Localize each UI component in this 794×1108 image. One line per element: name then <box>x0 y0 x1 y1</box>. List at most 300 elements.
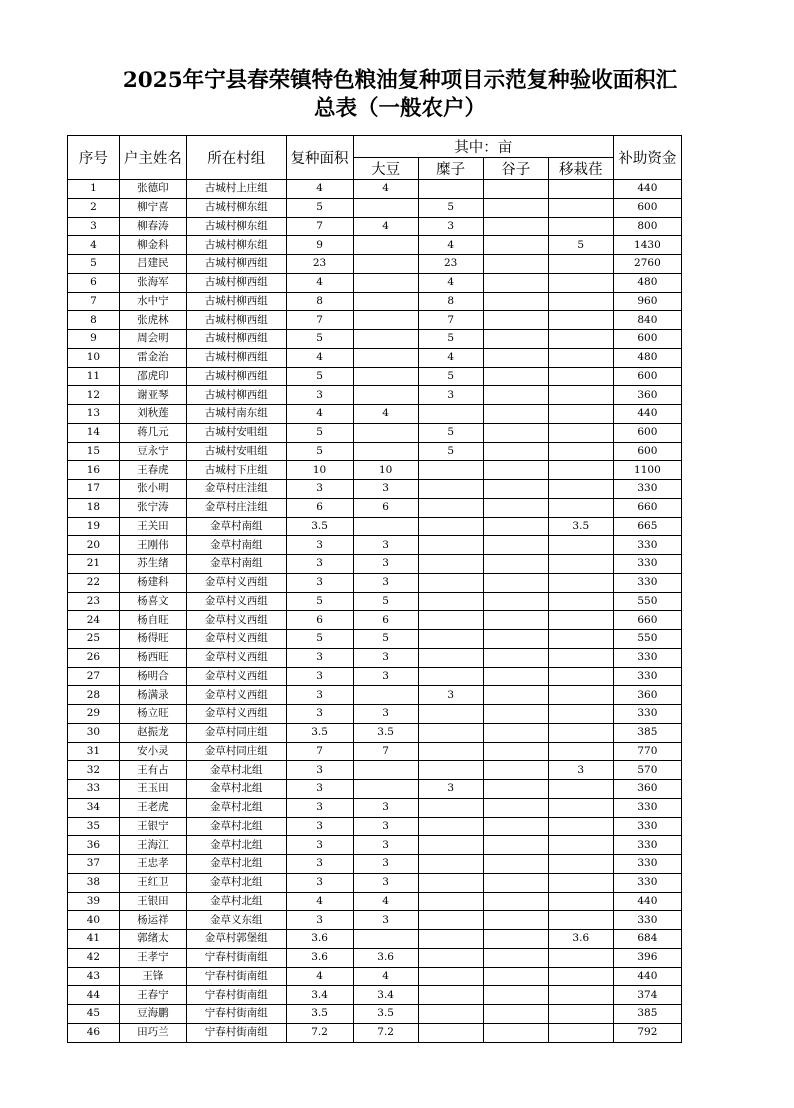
cell-transplant <box>548 311 613 330</box>
cell-area: 4 <box>286 892 353 911</box>
cell-subsidy: 396 <box>613 948 681 967</box>
cell-name: 张德印 <box>119 180 186 199</box>
table-row <box>68 292 682 311</box>
cell-area: 3 <box>286 705 353 724</box>
cell-village: 金草村同庄组 <box>186 723 286 742</box>
cell-soybean: 6 <box>353 498 418 517</box>
table-row <box>68 967 682 986</box>
cell-name: 张小明 <box>119 480 186 499</box>
cell-name: 水中宁 <box>119 292 186 311</box>
cell-millet <box>418 798 483 817</box>
cell-millet <box>418 911 483 930</box>
cell-seq: 30 <box>68 723 120 742</box>
cell-transplant <box>548 573 613 592</box>
cell-millet <box>418 1023 483 1042</box>
cell-seq: 11 <box>68 367 120 386</box>
cell-area: 5 <box>286 442 353 461</box>
cell-transplant: 5 <box>548 236 613 255</box>
table-row <box>68 498 682 517</box>
cell-village: 古城村安咀组 <box>186 423 286 442</box>
table-row <box>68 798 682 817</box>
cell-foxtail <box>483 742 548 761</box>
cell-soybean: 3 <box>353 536 418 555</box>
cell-subsidy: 330 <box>613 855 681 874</box>
cell-transplant <box>548 592 613 611</box>
cell-name: 邵虎印 <box>119 367 186 386</box>
cell-seq: 34 <box>68 798 120 817</box>
table-row <box>68 648 682 667</box>
cell-transplant <box>548 873 613 892</box>
cell-village: 金草村郭堡组 <box>186 930 286 949</box>
cell-village: 宁春村街南组 <box>186 967 286 986</box>
cell-subsidy: 330 <box>613 555 681 574</box>
cell-transplant <box>548 442 613 461</box>
table-row <box>68 536 682 555</box>
cell-millet: 3 <box>418 386 483 405</box>
cell-area: 4 <box>286 405 353 424</box>
table-row <box>68 630 682 649</box>
cell-name: 蒋几元 <box>119 423 186 442</box>
cell-soybean: 3 <box>353 667 418 686</box>
cell-area: 3.5 <box>286 517 353 536</box>
cell-name: 杨满录 <box>119 686 186 705</box>
cell-subsidy: 684 <box>613 930 681 949</box>
cell-transplant <box>548 273 613 292</box>
cell-millet: 3 <box>418 686 483 705</box>
header-area: 复种面积 <box>286 136 353 180</box>
cell-subsidy: 330 <box>613 836 681 855</box>
cell-subsidy: 440 <box>613 405 681 424</box>
cell-foxtail <box>483 273 548 292</box>
cell-area: 3 <box>286 648 353 667</box>
cell-area: 3 <box>286 855 353 874</box>
cell-name: 杨西旺 <box>119 648 186 667</box>
cell-name: 王海江 <box>119 836 186 855</box>
cell-millet <box>418 461 483 480</box>
cell-soybean: 3 <box>353 573 418 592</box>
cell-area: 3 <box>286 667 353 686</box>
cell-millet <box>418 180 483 199</box>
cell-millet: 7 <box>418 311 483 330</box>
cell-seq: 8 <box>68 311 120 330</box>
cell-name: 王玉田 <box>119 780 186 799</box>
cell-millet <box>418 855 483 874</box>
cell-millet: 5 <box>418 442 483 461</box>
cell-foxtail <box>483 761 548 780</box>
cell-millet <box>418 892 483 911</box>
cell-area: 3 <box>286 798 353 817</box>
cell-subsidy: 1100 <box>613 461 681 480</box>
cell-foxtail <box>483 611 548 630</box>
cell-subsidy: 480 <box>613 348 681 367</box>
cell-soybean: 3 <box>353 817 418 836</box>
cell-area: 5 <box>286 423 353 442</box>
cell-subsidy: 570 <box>613 761 681 780</box>
header-soybean: 大豆 <box>353 158 418 180</box>
cell-area: 5 <box>286 330 353 349</box>
cell-seq: 3 <box>68 217 120 236</box>
cell-soybean <box>353 273 418 292</box>
cell-foxtail <box>483 517 548 536</box>
cell-name: 王刚伟 <box>119 536 186 555</box>
cell-transplant <box>548 255 613 274</box>
cell-seq: 2 <box>68 198 120 217</box>
cell-transplant <box>548 198 613 217</box>
cell-soybean: 7.2 <box>353 1023 418 1042</box>
cell-area: 4 <box>286 967 353 986</box>
cell-village: 金草村南组 <box>186 517 286 536</box>
cell-soybean: 3 <box>353 555 418 574</box>
cell-seq: 38 <box>68 873 120 892</box>
table-row <box>68 236 682 255</box>
table-row <box>68 592 682 611</box>
cell-foxtail <box>483 855 548 874</box>
table-row <box>68 442 682 461</box>
cell-seq: 45 <box>68 1005 120 1024</box>
cell-village: 金草村义西组 <box>186 667 286 686</box>
cell-seq: 23 <box>68 592 120 611</box>
cell-area: 4 <box>286 273 353 292</box>
cell-soybean: 5 <box>353 592 418 611</box>
cell-foxtail <box>483 311 548 330</box>
cell-transplant <box>548 967 613 986</box>
cell-name: 王红卫 <box>119 873 186 892</box>
cell-soybean: 3.5 <box>353 1005 418 1024</box>
cell-soybean <box>353 311 418 330</box>
cell-subsidy: 330 <box>613 705 681 724</box>
cell-name: 赵振龙 <box>119 723 186 742</box>
cell-village: 古城村柳西组 <box>186 348 286 367</box>
cell-subsidy: 360 <box>613 780 681 799</box>
cell-name: 王银宁 <box>119 817 186 836</box>
cell-seq: 40 <box>68 911 120 930</box>
cell-name: 王关田 <box>119 517 186 536</box>
cell-soybean <box>353 780 418 799</box>
cell-soybean: 3.5 <box>353 723 418 742</box>
cell-transplant <box>548 405 613 424</box>
cell-village: 金草村北组 <box>186 855 286 874</box>
cell-subsidy: 330 <box>613 817 681 836</box>
cell-millet <box>418 1005 483 1024</box>
cell-soybean: 4 <box>353 180 418 199</box>
header-foxtail: 谷子 <box>483 158 548 180</box>
cell-subsidy: 960 <box>613 292 681 311</box>
table-row <box>68 892 682 911</box>
cell-seq: 28 <box>68 686 120 705</box>
cell-soybean: 3 <box>353 911 418 930</box>
header-millet: 糜子 <box>418 158 483 180</box>
cell-soybean: 3 <box>353 648 418 667</box>
cell-millet <box>418 630 483 649</box>
cell-subsidy: 550 <box>613 592 681 611</box>
table-row <box>68 817 682 836</box>
cell-subsidy: 665 <box>613 517 681 536</box>
cell-foxtail <box>483 817 548 836</box>
cell-area: 6 <box>286 498 353 517</box>
cell-area: 5 <box>286 592 353 611</box>
table-row <box>68 836 682 855</box>
cell-name: 张海军 <box>119 273 186 292</box>
table-row <box>68 911 682 930</box>
cell-village: 金草村北组 <box>186 836 286 855</box>
cell-soybean: 3.4 <box>353 986 418 1005</box>
cell-soybean <box>353 255 418 274</box>
table-row <box>68 198 682 217</box>
cell-soybean <box>353 330 418 349</box>
table-row <box>68 461 682 480</box>
cell-millet <box>418 517 483 536</box>
cell-village: 金草村义西组 <box>186 686 286 705</box>
cell-area: 3 <box>286 480 353 499</box>
cell-soybean: 3 <box>353 836 418 855</box>
cell-millet <box>418 742 483 761</box>
cell-millet <box>418 405 483 424</box>
cell-foxtail <box>483 292 548 311</box>
cell-soybean <box>353 686 418 705</box>
cell-village: 古城村上庄组 <box>186 180 286 199</box>
cell-soybean <box>353 423 418 442</box>
cell-millet <box>418 611 483 630</box>
cell-village: 金草村义西组 <box>186 573 286 592</box>
cell-name: 王孝宁 <box>119 948 186 967</box>
cell-name: 王有占 <box>119 761 186 780</box>
cell-foxtail <box>483 592 548 611</box>
cell-area: 3 <box>286 836 353 855</box>
cell-foxtail <box>483 386 548 405</box>
cell-millet <box>418 536 483 555</box>
table-row <box>68 855 682 874</box>
cell-millet: 5 <box>418 367 483 386</box>
cell-foxtail <box>483 911 548 930</box>
cell-village: 金草村北组 <box>186 873 286 892</box>
cell-village: 宁春村街南组 <box>186 948 286 967</box>
cell-foxtail <box>483 892 548 911</box>
cell-name: 王春宁 <box>119 986 186 1005</box>
cell-transplant <box>548 948 613 967</box>
cell-area: 3 <box>286 761 353 780</box>
cell-foxtail <box>483 442 548 461</box>
header-name: 户主姓名 <box>119 136 186 180</box>
cell-area: 3 <box>286 536 353 555</box>
cell-name: 张虎林 <box>119 311 186 330</box>
cell-subsidy: 440 <box>613 967 681 986</box>
cell-seq: 22 <box>68 573 120 592</box>
cell-foxtail <box>483 686 548 705</box>
cell-foxtail <box>483 536 548 555</box>
cell-seq: 27 <box>68 667 120 686</box>
cell-foxtail <box>483 348 548 367</box>
cell-area: 3 <box>286 911 353 930</box>
cell-soybean: 10 <box>353 461 418 480</box>
cell-name: 柳宁喜 <box>119 198 186 217</box>
cell-subsidy: 800 <box>613 217 681 236</box>
cell-area: 3.5 <box>286 1005 353 1024</box>
cell-village: 宁春村街南组 <box>186 1023 286 1042</box>
cell-soybean <box>353 442 418 461</box>
cell-name: 豆海鹏 <box>119 1005 186 1024</box>
cell-transplant <box>548 480 613 499</box>
cell-millet: 3 <box>418 780 483 799</box>
cell-subsidy: 374 <box>613 986 681 1005</box>
cell-millet <box>418 948 483 967</box>
cell-millet <box>418 667 483 686</box>
cell-transplant <box>548 742 613 761</box>
cell-millet <box>418 967 483 986</box>
cell-seq: 37 <box>68 855 120 874</box>
cell-seq: 42 <box>68 948 120 967</box>
table-row <box>68 873 682 892</box>
table-row <box>68 480 682 499</box>
cell-area: 3 <box>286 555 353 574</box>
table-row <box>68 555 682 574</box>
cell-village: 古城村柳西组 <box>186 311 286 330</box>
cell-village: 金草村义西组 <box>186 592 286 611</box>
cell-soybean: 6 <box>353 611 418 630</box>
cell-seq: 16 <box>68 461 120 480</box>
cell-millet <box>418 817 483 836</box>
cell-transplant <box>548 180 613 199</box>
cell-foxtail <box>483 555 548 574</box>
cell-subsidy: 360 <box>613 686 681 705</box>
cell-village: 金草村南组 <box>186 555 286 574</box>
cell-subsidy: 600 <box>613 442 681 461</box>
cell-foxtail <box>483 705 548 724</box>
cell-subsidy: 480 <box>613 273 681 292</box>
table-row <box>68 217 682 236</box>
cell-soybean <box>353 386 418 405</box>
cell-seq: 29 <box>68 705 120 724</box>
cell-name: 苏生绪 <box>119 555 186 574</box>
cell-soybean: 4 <box>353 967 418 986</box>
cell-foxtail <box>483 948 548 967</box>
cell-transplant <box>548 705 613 724</box>
header-group: 其中：亩 <box>353 136 613 158</box>
cell-area: 23 <box>286 255 353 274</box>
cell-millet <box>418 930 483 949</box>
cell-name: 杨喜文 <box>119 592 186 611</box>
cell-area: 4 <box>286 348 353 367</box>
cell-village: 金草村北组 <box>186 817 286 836</box>
cell-seq: 33 <box>68 780 120 799</box>
table-body <box>68 180 682 1043</box>
cell-seq: 26 <box>68 648 120 667</box>
cell-soybean: 4 <box>353 217 418 236</box>
cell-foxtail <box>483 836 548 855</box>
cell-seq: 9 <box>68 330 120 349</box>
cell-seq: 24 <box>68 611 120 630</box>
cell-area: 3.4 <box>286 986 353 1005</box>
cell-millet: 5 <box>418 423 483 442</box>
cell-village: 金草村庄洼组 <box>186 480 286 499</box>
cell-village: 宁春村街南组 <box>186 986 286 1005</box>
cell-subsidy: 385 <box>613 1005 681 1024</box>
cell-name: 谢亚琴 <box>119 386 186 405</box>
table-row <box>68 311 682 330</box>
cell-name: 杨得旺 <box>119 630 186 649</box>
cell-village: 金草村北组 <box>186 892 286 911</box>
cell-foxtail <box>483 723 548 742</box>
cell-foxtail <box>483 648 548 667</box>
cell-soybean: 4 <box>353 405 418 424</box>
cell-transplant <box>548 667 613 686</box>
cell-foxtail <box>483 798 548 817</box>
table-row <box>68 930 682 949</box>
table-row <box>68 986 682 1005</box>
cell-seq: 6 <box>68 273 120 292</box>
cell-subsidy: 440 <box>613 180 681 199</box>
cell-name: 吕建民 <box>119 255 186 274</box>
cell-transplant <box>548 498 613 517</box>
cell-soybean <box>353 761 418 780</box>
cell-area: 6 <box>286 611 353 630</box>
cell-village: 古城村柳西组 <box>186 330 286 349</box>
cell-transplant <box>548 611 613 630</box>
cell-foxtail <box>483 967 548 986</box>
cell-subsidy: 385 <box>613 723 681 742</box>
cell-village: 古城村柳西组 <box>186 273 286 292</box>
cell-subsidy: 660 <box>613 498 681 517</box>
table-row <box>68 948 682 967</box>
table-row <box>68 780 682 799</box>
table-row <box>68 1023 682 1042</box>
cell-foxtail <box>483 630 548 649</box>
cell-village: 宁春村街南组 <box>186 1005 286 1024</box>
cell-foxtail <box>483 780 548 799</box>
cell-foxtail <box>483 667 548 686</box>
cell-seq: 12 <box>68 386 120 405</box>
table-row <box>68 611 682 630</box>
cell-area: 7.2 <box>286 1023 353 1042</box>
cell-village: 古城村柳东组 <box>186 198 286 217</box>
cell-transplant <box>548 536 613 555</box>
header-seq: 序号 <box>68 136 120 180</box>
cell-millet: 5 <box>418 330 483 349</box>
cell-foxtail <box>483 573 548 592</box>
cell-village: 金草义东组 <box>186 911 286 930</box>
cell-foxtail <box>483 330 548 349</box>
cell-village: 古城村柳西组 <box>186 255 286 274</box>
cell-soybean: 3 <box>353 873 418 892</box>
cell-transplant <box>548 1005 613 1024</box>
cell-soybean <box>353 348 418 367</box>
cell-name: 柳金科 <box>119 236 186 255</box>
cell-subsidy: 792 <box>613 1023 681 1042</box>
cell-seq: 39 <box>68 892 120 911</box>
cell-area: 7 <box>286 217 353 236</box>
cell-name: 杨明合 <box>119 667 186 686</box>
cell-name: 田巧兰 <box>119 1023 186 1042</box>
cell-millet: 5 <box>418 198 483 217</box>
cell-subsidy: 660 <box>613 611 681 630</box>
cell-foxtail <box>483 180 548 199</box>
cell-subsidy: 600 <box>613 367 681 386</box>
cell-transplant <box>548 555 613 574</box>
cell-village: 古城村柳西组 <box>186 386 286 405</box>
cell-foxtail <box>483 236 548 255</box>
cell-seq: 17 <box>68 480 120 499</box>
cell-area: 9 <box>286 236 353 255</box>
cell-millet <box>418 873 483 892</box>
cell-seq: 15 <box>68 442 120 461</box>
header-subsidy: 补助资金 <box>613 136 681 180</box>
table-row <box>68 761 682 780</box>
cell-seq: 43 <box>68 967 120 986</box>
cell-transplant <box>548 386 613 405</box>
cell-subsidy: 600 <box>613 198 681 217</box>
cell-name: 柳春涛 <box>119 217 186 236</box>
cell-seq: 10 <box>68 348 120 367</box>
cell-name: 杨立旺 <box>119 705 186 724</box>
